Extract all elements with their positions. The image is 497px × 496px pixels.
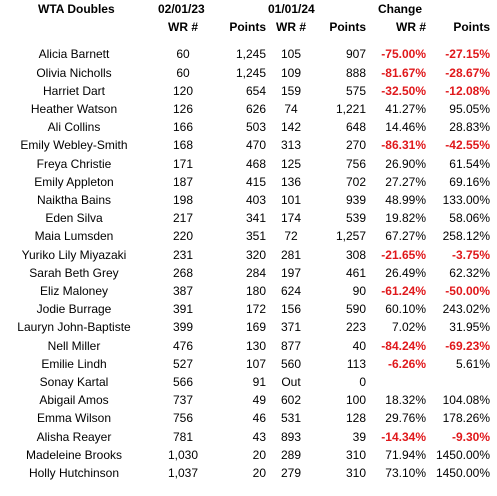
wr-2023-cell: 217: [172, 211, 194, 226]
table-row: [0, 318, 497, 336]
wr-change-cell: 71.94%: [385, 447, 426, 462]
wr-change-cell: -75.00%: [381, 47, 426, 62]
points-2023-cell: 43: [252, 429, 266, 444]
points-change-cell: 104.08%: [442, 393, 490, 408]
wr-2023-cell: 1,037: [167, 466, 199, 480]
wr-2024-cell: 74: [284, 102, 298, 116]
wr-2024-cell: 279: [280, 466, 302, 480]
wr-2024-cell: 101: [280, 193, 302, 207]
wr-2023-cell: 60: [176, 47, 190, 62]
points-2023-cell: 20: [252, 466, 266, 480]
player-name-cell: Emilie Lindh: [41, 356, 107, 371]
points-change-cell: -3.75%: [451, 247, 490, 262]
points-2023-cell: 169: [245, 320, 266, 335]
points-change-cell: -27.15%: [445, 47, 490, 62]
points-change-cell: 1450.00%: [435, 447, 490, 462]
points-change-cell: 5.61%: [455, 356, 490, 371]
wr-change-cell: 26.49%: [385, 265, 426, 280]
player-name-cell: Eden Silva: [45, 211, 103, 226]
pts-change-column-header: Points: [453, 20, 490, 34]
table-row: [0, 45, 497, 63]
player-name-cell: Alisha Reayer: [36, 429, 112, 444]
points-2023-cell: 20: [252, 447, 266, 462]
points-2024-cell: 575: [345, 83, 366, 98]
wr-2024-cell: 159: [280, 83, 302, 98]
points-2024-cell: 539: [345, 211, 366, 226]
wr-2024-cell: 197: [280, 265, 302, 280]
wr-change-cell: -61.24%: [381, 284, 426, 298]
points-2024-cell: 100: [345, 393, 366, 408]
player-name-cell: Yuriko Lily Miyazaki: [21, 247, 127, 262]
table-row: [0, 155, 497, 173]
table-row: [0, 300, 497, 318]
wr-2023-cell: 198: [172, 193, 194, 207]
points-2024-cell: 270: [345, 138, 366, 153]
wr-change-cell: 73.10%: [385, 466, 426, 480]
player-name-cell: Holly Hutchinson: [28, 466, 120, 480]
table-title: WTA Doubles: [38, 2, 115, 16]
player-name-cell: Heather Watson: [30, 102, 118, 116]
points-2023-cell: 46: [252, 411, 266, 426]
points-2024-cell: 756: [345, 156, 366, 171]
points-2023-cell: 172: [245, 302, 266, 317]
points-2023-cell: 320: [245, 247, 266, 262]
table-row: [0, 64, 497, 82]
player-name-cell: Naiktha Bains: [36, 193, 112, 207]
player-name-cell: Alicia Barnett: [38, 47, 110, 62]
wr-2023-cell: 756: [172, 411, 194, 426]
player-name-cell: Sarah Beth Grey: [29, 265, 119, 280]
player-name-cell: Freya Christie: [36, 156, 112, 171]
player-name-cell: Emily Webley-Smith: [20, 138, 128, 153]
points-2023-cell: 351: [245, 229, 266, 244]
wr-2023-cell: 391: [172, 302, 194, 317]
points-2023-cell: 468: [245, 156, 266, 171]
wr-2023-cell: 527: [172, 356, 194, 371]
wr-2024-cell: 109: [280, 65, 302, 80]
wr-2023-cell: 268: [172, 265, 194, 280]
player-name-cell: Maia Lumsden: [34, 229, 114, 244]
points-change-cell: -9.30%: [451, 429, 490, 444]
points-change-cell: -50.00%: [445, 284, 490, 298]
table-row: [0, 446, 497, 464]
points-2024-cell: 590: [345, 302, 366, 317]
wr-2023-cell: 168: [172, 138, 194, 153]
wr-change-cell: -14.34%: [381, 429, 426, 444]
table-row: [0, 118, 497, 136]
points-2024-cell: 0: [359, 375, 366, 389]
table-row: [0, 391, 497, 409]
table-row: [0, 337, 497, 355]
points-2023-cell: 341: [245, 211, 266, 226]
points-change-cell: 28.83%: [449, 120, 490, 135]
wr-2024-cell: 174: [280, 211, 302, 226]
points-2023-cell: 503: [245, 120, 266, 135]
table-row: [0, 264, 497, 282]
table-row: [0, 173, 497, 191]
wr-2023-cell: 220: [172, 229, 194, 244]
wr-change-cell: -81.67%: [381, 65, 426, 80]
table-row: [0, 373, 497, 391]
points-2024-cell: 461: [345, 265, 366, 280]
points-2024-cell: 223: [345, 320, 366, 335]
player-name-cell: Olivia Nicholls: [36, 65, 112, 80]
wr-2024-cell: 136: [280, 174, 302, 189]
player-name-cell: Emma Wilson: [36, 411, 111, 426]
wr-2023-cell: 60: [176, 65, 190, 80]
points-change-cell: 62.32%: [449, 265, 490, 280]
wr-change-cell: 29.76%: [385, 411, 426, 426]
table-row: [0, 428, 497, 446]
wr2-column-header: WR #: [276, 20, 306, 34]
points-2023-cell: 91: [252, 375, 266, 389]
points-2023-cell: 130: [245, 338, 266, 353]
table-row: [0, 464, 497, 482]
player-name-cell: Madeleine Brooks: [25, 447, 123, 462]
points-2024-cell: 702: [345, 174, 366, 189]
wr-2024-cell: 142: [280, 120, 302, 135]
points-2024-cell: 648: [345, 120, 366, 135]
wr-change-cell: -21.65%: [381, 247, 426, 262]
wr1-column-header: WR #: [168, 20, 198, 34]
wr-2024-cell: 156: [280, 302, 302, 317]
wr-2024-cell: 313: [280, 138, 302, 153]
player-name-cell: Eliz Maloney: [39, 284, 109, 298]
table-row: [0, 136, 497, 154]
change-header: Change: [378, 2, 423, 16]
points-2024-cell: 1,257: [335, 229, 366, 244]
wr-change-cell: -6.26%: [387, 356, 426, 371]
points-change-cell: 133.00%: [442, 193, 490, 207]
wr-change-cell: 19.82%: [385, 211, 426, 226]
wr-change-column-header: WR #: [396, 20, 426, 34]
points-2024-cell: 128: [345, 411, 366, 426]
wr-change-cell: 60.10%: [385, 302, 426, 317]
wr-2023-cell: 120: [172, 83, 194, 98]
points-2023-cell: 415: [245, 174, 266, 189]
wr-change-cell: -86.31%: [381, 138, 426, 153]
points-2023-cell: 654: [245, 83, 266, 98]
wr-2024-cell: 877: [280, 338, 302, 353]
wr-2023-cell: 399: [172, 320, 194, 335]
table-row: [0, 246, 497, 264]
points-change-cell: 243.02%: [442, 302, 490, 317]
points-change-cell: -12.08%: [445, 83, 490, 98]
wr-change-cell: 18.32%: [385, 393, 426, 408]
wr-2023-cell: 737: [172, 393, 194, 408]
table-row: [0, 227, 497, 245]
table-row: [0, 209, 497, 227]
wr-change-cell: 41.27%: [385, 102, 426, 116]
wr-2024-cell: 531: [280, 411, 302, 426]
wr-2024-cell: 72: [284, 229, 298, 244]
points-2024-cell: 907: [345, 47, 366, 62]
wr-change-cell: 67.27%: [385, 229, 426, 244]
wr-change-cell: 7.02%: [391, 320, 426, 335]
points-change-cell: 31.95%: [449, 320, 490, 335]
wr-change-cell: 26.90%: [385, 156, 426, 171]
player-name-cell: Abigail Amos: [39, 393, 109, 408]
wr-2024-cell: 602: [280, 393, 302, 408]
date-2-header: 01/01/24: [268, 2, 315, 16]
player-name-cell: Emily Appleton: [34, 174, 114, 189]
wr-change-cell: 48.99%: [385, 193, 426, 207]
points-2024-cell: 1,221: [335, 102, 366, 116]
points-2024-cell: 310: [345, 466, 366, 480]
player-name-cell: Jodie Burrage: [36, 302, 112, 317]
points-2024-cell: 113: [346, 356, 366, 371]
points-2023-cell: 470: [245, 138, 266, 153]
wr-2023-cell: 387: [172, 284, 194, 298]
points-2023-cell: 107: [245, 356, 266, 371]
player-name-cell: Sonay Kartal: [39, 375, 109, 389]
points-2024-cell: 939: [345, 193, 366, 207]
points-2024-cell: 310: [345, 447, 366, 462]
points-change-cell: -69.23%: [445, 338, 490, 353]
points-2023-cell: 1,245: [235, 65, 266, 80]
player-name-cell: Harriet Dart: [42, 83, 105, 98]
wr-2023-cell: 231: [172, 247, 194, 262]
points-2024-cell: 40: [352, 338, 366, 353]
wr-change-cell: -32.50%: [381, 83, 426, 98]
wr-2024-cell: 105: [280, 47, 302, 62]
wr-2023-cell: 166: [172, 120, 194, 135]
wr-change-cell: 14.46%: [385, 120, 426, 135]
wr-2024-cell: 281: [280, 247, 302, 262]
pts2-column-header: Points: [329, 20, 366, 34]
table-row: [0, 355, 497, 373]
points-change-cell: 1450.00%: [435, 466, 490, 480]
points-change-cell: 58.06%: [449, 211, 490, 226]
wr-2024-cell: 289: [280, 447, 302, 462]
wr-2023-cell: 781: [172, 429, 194, 444]
date-1-header: 02/01/23: [158, 2, 205, 16]
points-change-cell: 61.54%: [449, 156, 490, 171]
wr-change-cell: -84.24%: [381, 338, 426, 353]
wr-2024-cell: 125: [280, 156, 302, 171]
points-2023-cell: 403: [245, 193, 266, 207]
wr-2024-cell: 371: [280, 320, 302, 335]
table-row: [0, 191, 497, 209]
wr-2023-cell: 126: [172, 102, 194, 116]
points-change-cell: 95.05%: [449, 102, 490, 116]
points-change-cell: -28.67%: [445, 65, 490, 80]
points-change-cell: 178.26%: [442, 411, 490, 426]
table-row: [0, 409, 497, 427]
points-change-cell: 69.16%: [449, 174, 490, 189]
points-2023-cell: 284: [245, 265, 266, 280]
table-row: [0, 100, 497, 118]
points-2024-cell: 39: [352, 429, 366, 444]
wr-2024-cell: Out: [281, 375, 301, 389]
player-name-cell: Nell Miller: [47, 338, 101, 353]
wr-2023-cell: 476: [172, 338, 194, 353]
player-name-cell: Lauryn John-Baptiste: [17, 320, 131, 335]
points-2023-cell: 49: [252, 393, 266, 408]
wr-2024-cell: 560: [280, 356, 302, 371]
table-row: [0, 282, 497, 300]
player-name-cell: Ali Collins: [47, 120, 101, 135]
points-change-cell: 258.12%: [442, 229, 490, 244]
points-2024-cell: 90: [352, 284, 366, 298]
points-2024-cell: 888: [345, 65, 366, 80]
points-2023-cell: 180: [245, 284, 266, 298]
wr-2023-cell: 187: [172, 174, 194, 189]
points-2024-cell: 308: [345, 247, 366, 262]
table-row: [0, 82, 497, 100]
wr-2024-cell: 893: [280, 429, 302, 444]
points-change-cell: -42.55%: [445, 138, 490, 153]
wr-2024-cell: 624: [280, 284, 302, 298]
wr-2023-cell: 1,030: [167, 447, 199, 462]
pts1-column-header: Points: [229, 20, 266, 34]
points-2023-cell: 626: [245, 102, 266, 116]
wr-change-cell: 27.27%: [385, 174, 426, 189]
points-2023-cell: 1,245: [235, 47, 266, 62]
wr-2023-cell: 171: [172, 156, 194, 171]
wr-2023-cell: 566: [172, 375, 194, 389]
